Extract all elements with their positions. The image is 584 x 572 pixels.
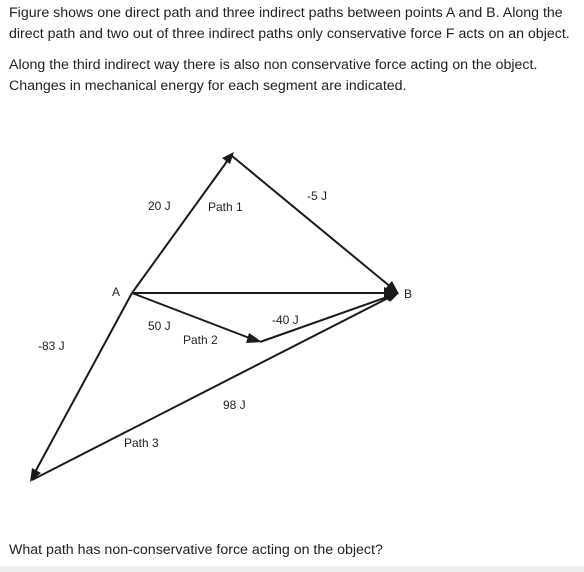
path1-segment2-line [232,156,392,288]
intro-paragraph-1: Figure shows one direct path and three indirect paths between points A and B. Along the direct path and two out of three indirect paths only conservative force F acts on an object. [9,5,570,42]
path3-segment1-arrowhead [30,468,41,482]
path2-segment1-energy: 50 J [148,319,171,333]
path3-segment2-energy: 98 J [223,398,246,412]
point-a-label: A [112,285,121,299]
question-text: What path has non-conservative force acting on the object? [9,542,383,558]
path1-segment2-energy: -5 J [307,189,328,203]
path2-label: Path 2 [183,333,218,347]
path2-segment2-energy: -40 J [272,313,299,327]
path1-segment1-line [132,160,228,293]
path1-segment1-arrowhead [222,152,234,164]
path3-label: Path 3 [124,436,159,450]
path2-segment1-arrowhead [246,333,262,343]
path1-segment1-energy: 20 J [148,199,171,213]
path3-segment1-line [34,293,132,474]
intro-paragraph-2: Along the third indirect way there is also non conservative force acting on the object. Changes in mechanical energy for each segment are indicated. [9,57,538,94]
path3-segment2-line [32,297,390,480]
path3-segment1-energy: -83 J [38,339,65,353]
point-b-label: B [404,287,413,301]
bottom-divider [0,566,584,572]
path1-label: Path 1 [208,200,243,214]
